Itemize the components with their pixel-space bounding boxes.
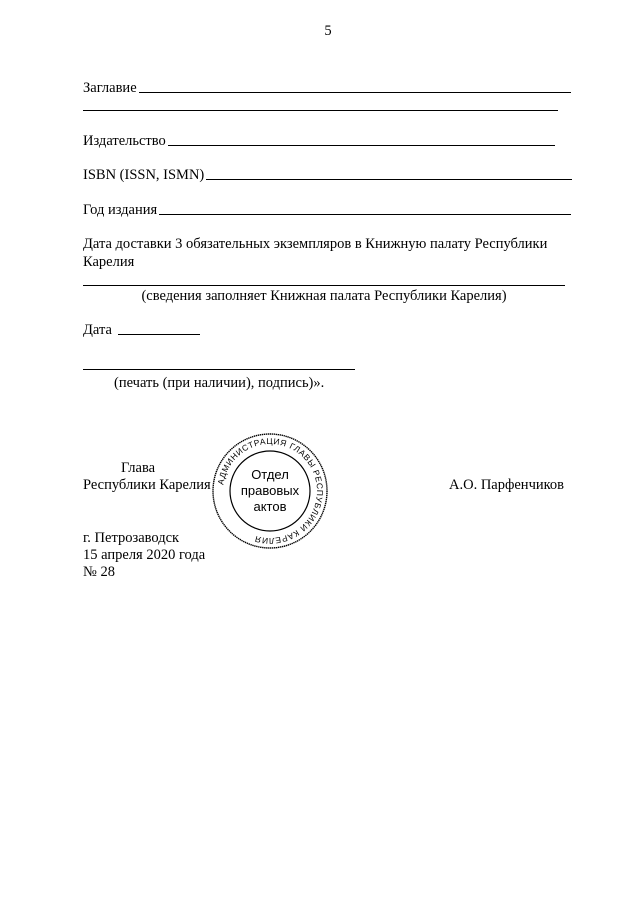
date-field [83, 322, 200, 337]
year-fill-line [159, 202, 571, 215]
footer-city: г. Петрозаводск [83, 530, 180, 546]
delivery-text-line1: Дата доставки 3 обязательных экземпляров в Книжную палату Республики [83, 236, 548, 252]
date-label: Дата [83, 321, 112, 338]
title-field [83, 80, 571, 95]
stamp-ring-text: АДМИНИСТРАЦИЯ ГЛАВЫ РЕСПУБЛИКИ КАРЕЛИЯ [215, 435, 326, 547]
title-label: Заглавие [83, 79, 137, 96]
page-number: 5 [324, 23, 332, 39]
publisher-label: Издательство [83, 132, 166, 149]
delivery-fill-line [83, 285, 565, 286]
stamp-center-line1: Отдел [251, 467, 289, 482]
signatory-position-line1: Глава [121, 460, 156, 476]
year-field [83, 202, 571, 217]
delivery-note: (сведения заполняет Книжная палата Республики Карелия) [141, 288, 507, 304]
stamp-center-line3: актов [253, 499, 287, 514]
signature-note: (печать (при наличии), подпись)». [114, 375, 325, 391]
signatory-position-line2: Республики Карелия [83, 477, 211, 493]
footer-date: 15 апреля 2020 года [83, 547, 206, 563]
publisher-field [83, 133, 555, 148]
title-second-line [83, 110, 558, 111]
signatory-name: А.О. Парфенчиков [449, 477, 565, 493]
publisher-fill-line [168, 133, 555, 146]
signature-fill-line [83, 369, 355, 370]
isbn-label: ISBN (ISSN, ISMN) [83, 166, 205, 183]
date-fill-line [118, 322, 200, 335]
isbn-field [83, 167, 572, 182]
stamp-center-line2: правовых [240, 483, 300, 498]
year-label: Год издания [83, 201, 158, 218]
footer-number: № 28 [83, 564, 115, 580]
official-stamp [211, 432, 329, 550]
isbn-fill-line [206, 167, 572, 180]
delivery-text-line2: Карелия [83, 254, 135, 270]
title-fill-line [139, 80, 571, 93]
